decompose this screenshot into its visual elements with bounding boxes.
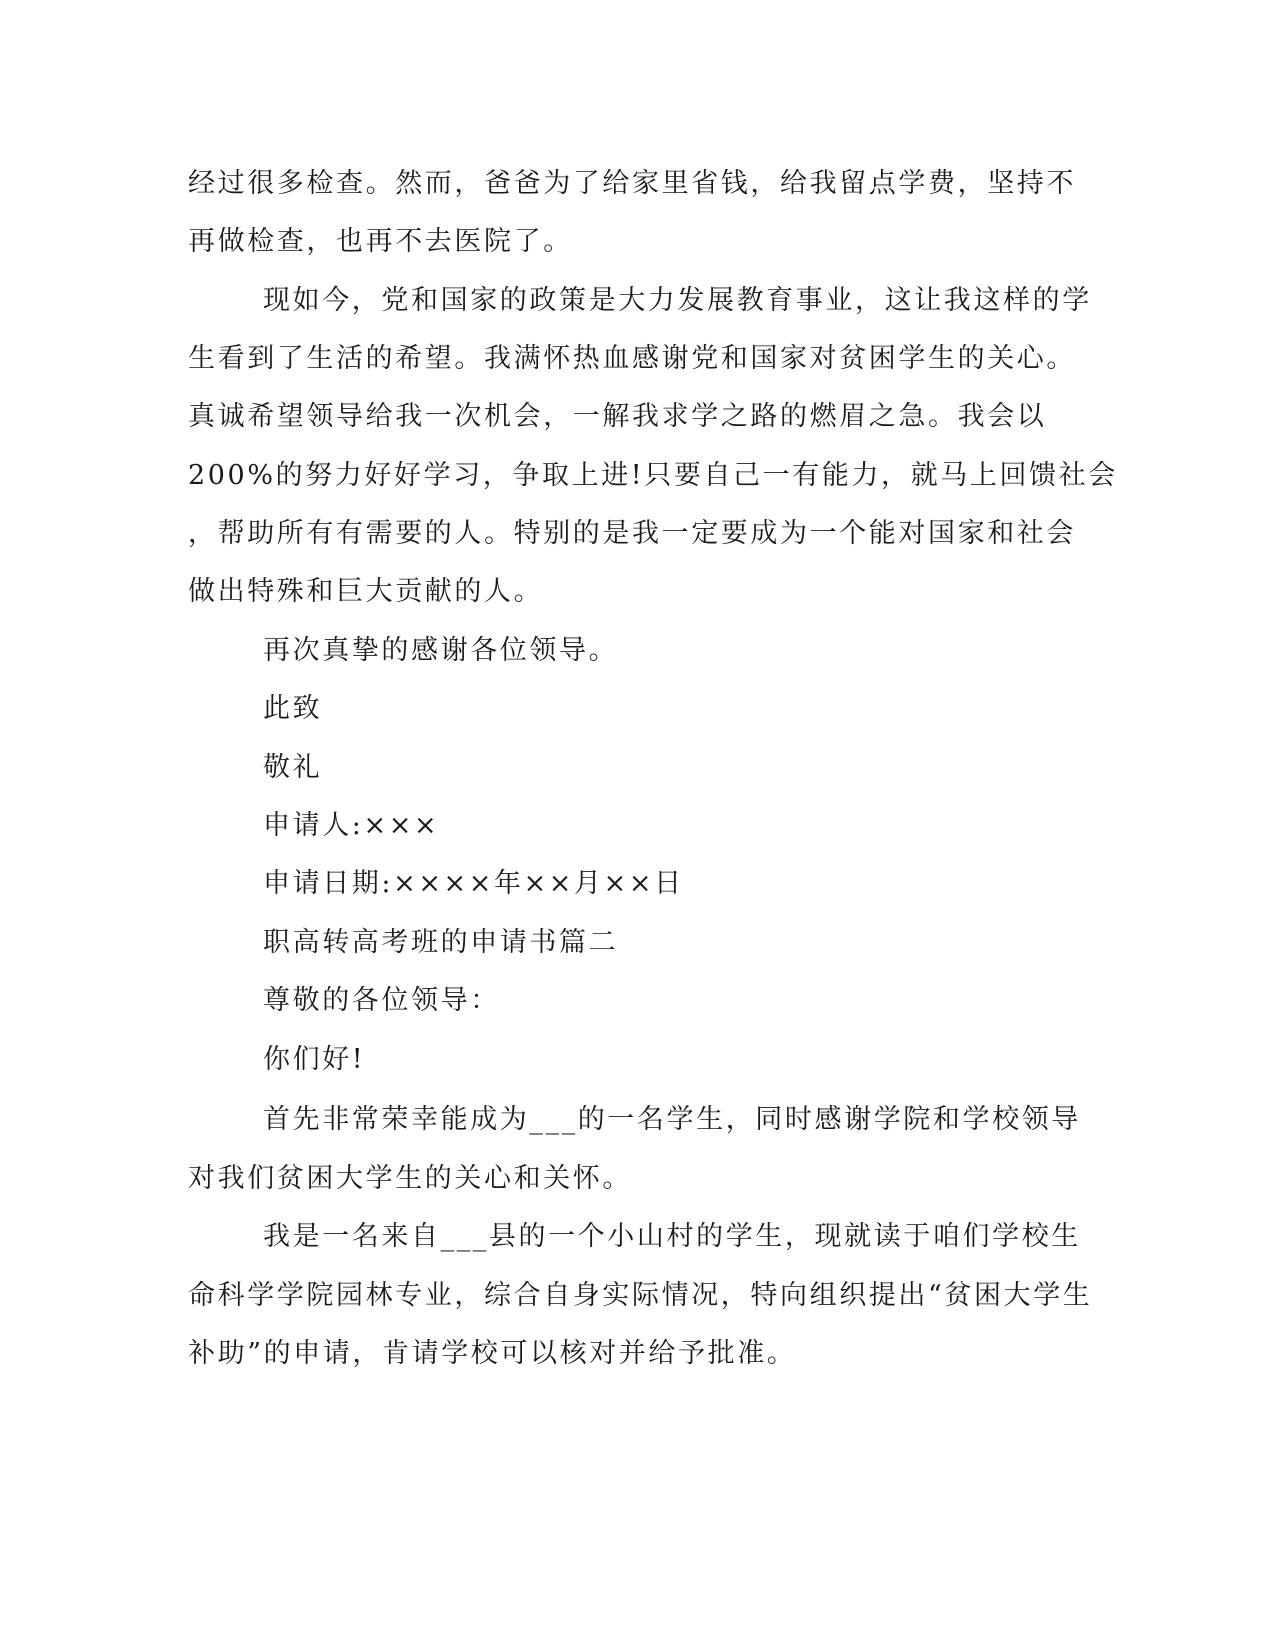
paragraph-line: 经过很多检查。然而，爸爸为了给家里省钱，给我留点学费，坚持不 xyxy=(188,168,1076,199)
section-title: 职高转高考班的申请书篇二 xyxy=(263,927,619,958)
paragraph-line: 200%的努力好好学习，争取上进!只要自己一有能力，就马上回馈社会 xyxy=(188,460,1118,491)
closing-line: 此致 xyxy=(263,693,323,724)
paragraph-line: 对我们贫困大学生的关心和关怀。 xyxy=(188,1163,632,1194)
paragraph-line: ，帮助所有有需要的人。特别的是我一定要成为一个能对国家和社会 xyxy=(188,518,1076,549)
salutation-line: 尊敬的各位领导： xyxy=(263,985,500,1016)
paragraph-line: 做出特殊和巨大贡献的人。 xyxy=(188,576,544,607)
paragraph-line: 补助”的申请，肯请学校可以核对并给予批准。 xyxy=(188,1338,797,1369)
paragraph-line: 命科学学院园林专业，综合自身实际情况，特向组织提出“贫困大学生 xyxy=(188,1280,1093,1311)
paragraph-line: 真诚希望领导给我一次机会，一解我求学之路的燃眉之急。我会以 xyxy=(188,401,1047,432)
paragraph-line: 我是一名来自___县的一个小山村的学生，现就读于咱们学校生 xyxy=(263,1221,1081,1252)
paragraph-line: 生看到了生活的希望。我满怀热血感谢党和国家对贫困学生的关心。 xyxy=(188,343,1076,374)
paragraph-line: 再次真挚的感谢各位领导。 xyxy=(263,635,619,666)
applicant-line: 申请人:××× xyxy=(263,810,440,841)
closing-line: 敬礼 xyxy=(263,752,323,783)
greeting-line: 你们好! xyxy=(263,1044,366,1075)
date-line: 申请日期:××××年××月××日 xyxy=(263,868,684,899)
paragraph-line: 现如今，党和国家的政策是大力发展教育事业，这让我这样的学 xyxy=(263,285,1092,316)
paragraph-line: 首先非常荣幸能成为___的一名学生，同时感谢学院和学校领导 xyxy=(263,1104,1081,1135)
paragraph-line: 再做检查，也再不去医院了。 xyxy=(188,226,573,257)
